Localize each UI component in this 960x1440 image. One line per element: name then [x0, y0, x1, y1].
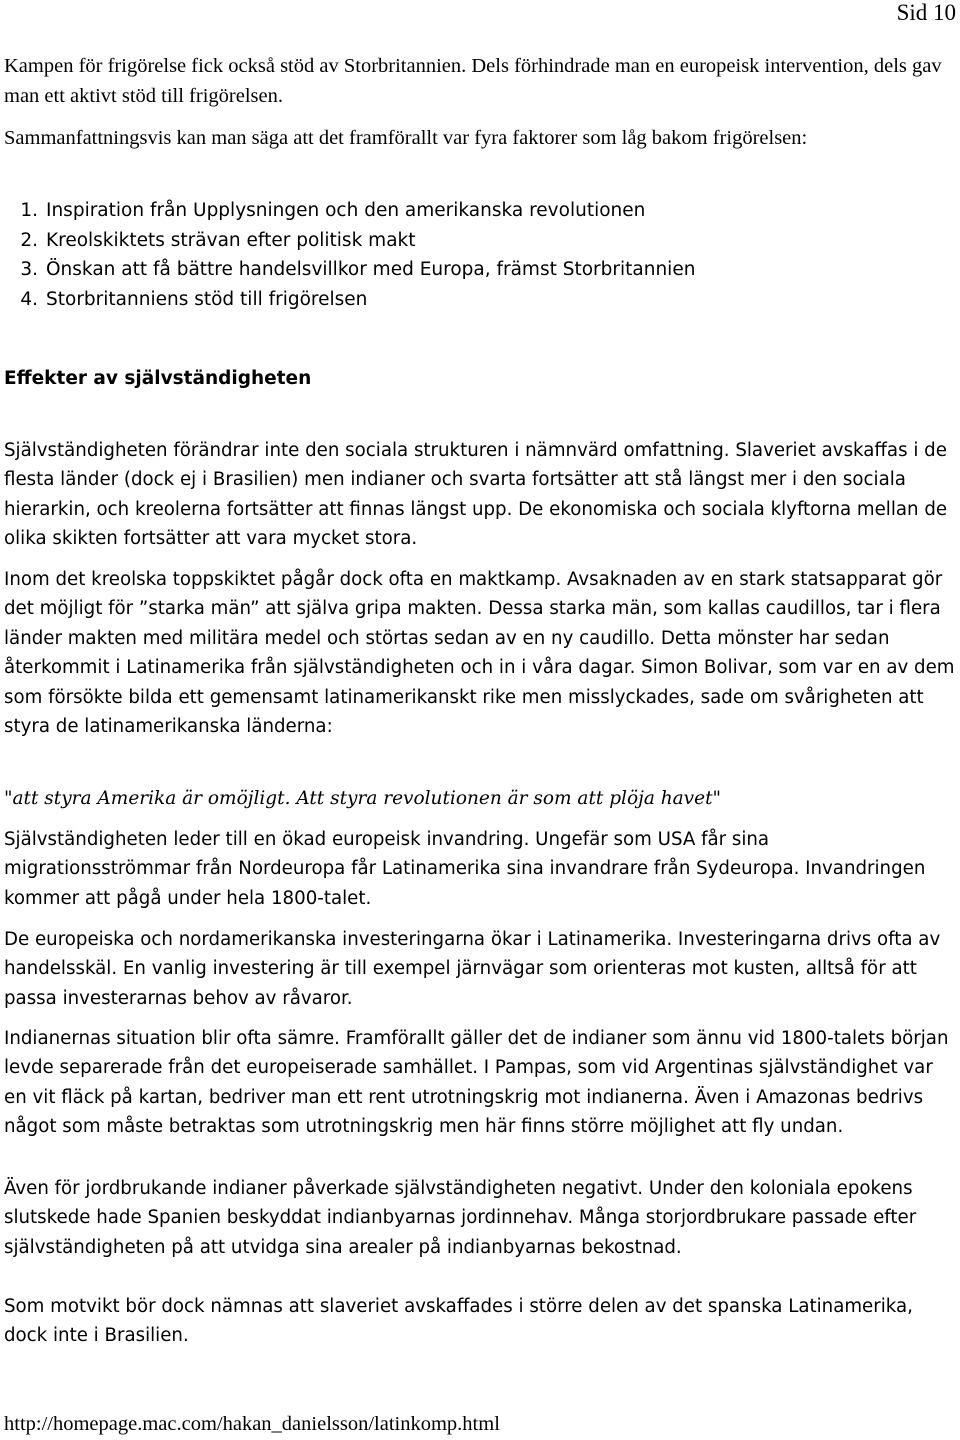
- section-paragraph-2: Inom det kreolska toppskiktet pågår dock ofta en maktkamp. Avsaknaden av en stark statsapparat gör det möjligt för ”starka män” att själva gripa makten. Dessa starka män, som kallas caudillos, tar i flera länder makten med militära medel och störtas sedan av en ny caudillo. Detta mönster har sedan återkommit i Latinamerika från självständigheten och in i våra dagar. Simon Bolivar, som var en av dem som försökte bilda ett gemensamt latinamerikanskt rike men misslyckades, sade om svårigheten att styra de latinamerikanska länderna:: [4, 569, 955, 738]
- list-number: 4.: [20, 288, 38, 310]
- list-item: [4, 285, 695, 315]
- footer-url: http://homepage.mac.com/hakan_danielsson/latinkomp.html: [4, 1413, 500, 1435]
- section-heading: Effekter av självständigheten: [4, 368, 312, 389]
- list-number: 2.: [20, 229, 38, 251]
- list-text: Storbritanniens stöd till frigörelsen: [46, 288, 368, 310]
- list-number: 3.: [20, 259, 38, 280]
- intro-paragraph-2: Sammanfattningsvis kan man säga att det framförallt var fyra faktorer som låg bakom frigörelsen:: [4, 127, 808, 149]
- list-text: Kreolskiktets strävan efter politisk makt: [46, 229, 416, 251]
- section-paragraph-3: Självständigheten leder till en ökad europeisk invandring. Ungefär som USA får sina migrationsströmmar från Nordeuropa får Latinamerika sina invandrare från Sydeuropa. Invandringen kommer att pågå under hela 1800-talet.: [4, 829, 926, 909]
- section-paragraph-5: Indianernas situation blir ofta sämre. Framförallt gäller det de indianer som ännu vid 1800-talets början levde separerade från det europeiserade samhället. I Pampas, som vid Argentinas självständighet var en vit fläck på kartan, bedriver man ett rent utrotningskrig mot indianerna. Även i Amazonas bedrivs något som måste betraktas som utrotningskrig men här finns större möjlighet att fly undan.: [4, 1028, 949, 1138]
- list-item: [4, 226, 695, 256]
- list-number: 1.: [20, 200, 38, 221]
- section-paragraph-7: Som motvikt bör dock nämnas att slaveriet avskaffades i större delen av det spanska Latinamerika, dock inte i Brasilien.: [4, 1296, 913, 1347]
- intro-paragraph-1: Kampen för frigörelse fick också stöd av Storbritannien. Dels förhindrade man en europeisk intervention, dels gav man ett aktivt stöd till frigörelsen.: [4, 55, 942, 107]
- section-paragraph-1: Självständigheten förändrar inte den sociala strukturen i nämnvärd omfattning. Slaveriet avskaffas i de flesta länder (dock ej i Brasilien) men indianer och svarta fortsätter att stå längst mer i den sociala hierarkin, och kreolerna fortsätter att finnas längst upp. De ekonomiska och sociala klyftorna mellan de olika skikten fortsätter att vara mycket stora.: [4, 440, 948, 550]
- list-item: [4, 196, 695, 226]
- bolivar-quote: "att styra Amerika är omöjligt. Att styra revolutionen är som att plöja havet": [4, 788, 722, 809]
- factors-list: [4, 196, 695, 314]
- list-text: Önskan att få bättre handelsvillkor med Europa, främst Storbritannien: [46, 259, 696, 280]
- list-text: Inspiration från Upplysningen och den amerikanska revolutionen: [46, 200, 646, 221]
- section-paragraph-4: De europeiska och nordamerikanska investeringarna ökar i Latinamerika. Investeringarna drivs ofta av handelsskäl. En vanlig investering är till exempel järnvägar som orienteras mot kusten, alltså för att passa investerarnas behov av råvaror.: [4, 929, 941, 1009]
- section-paragraph-6: Även för jordbrukande indianer påverkade självständigheten negativt. Under den koloniala epokens slutskede hade Spanien beskyddat indianbyarnas jordinnehav. Många storjordbrukare passade efter självständigheten på att utvidga sina arealer på indianbyarnas bekostnad.: [4, 1178, 917, 1258]
- list-item: [4, 255, 695, 285]
- page-number: Sid 10: [896, 0, 956, 25]
